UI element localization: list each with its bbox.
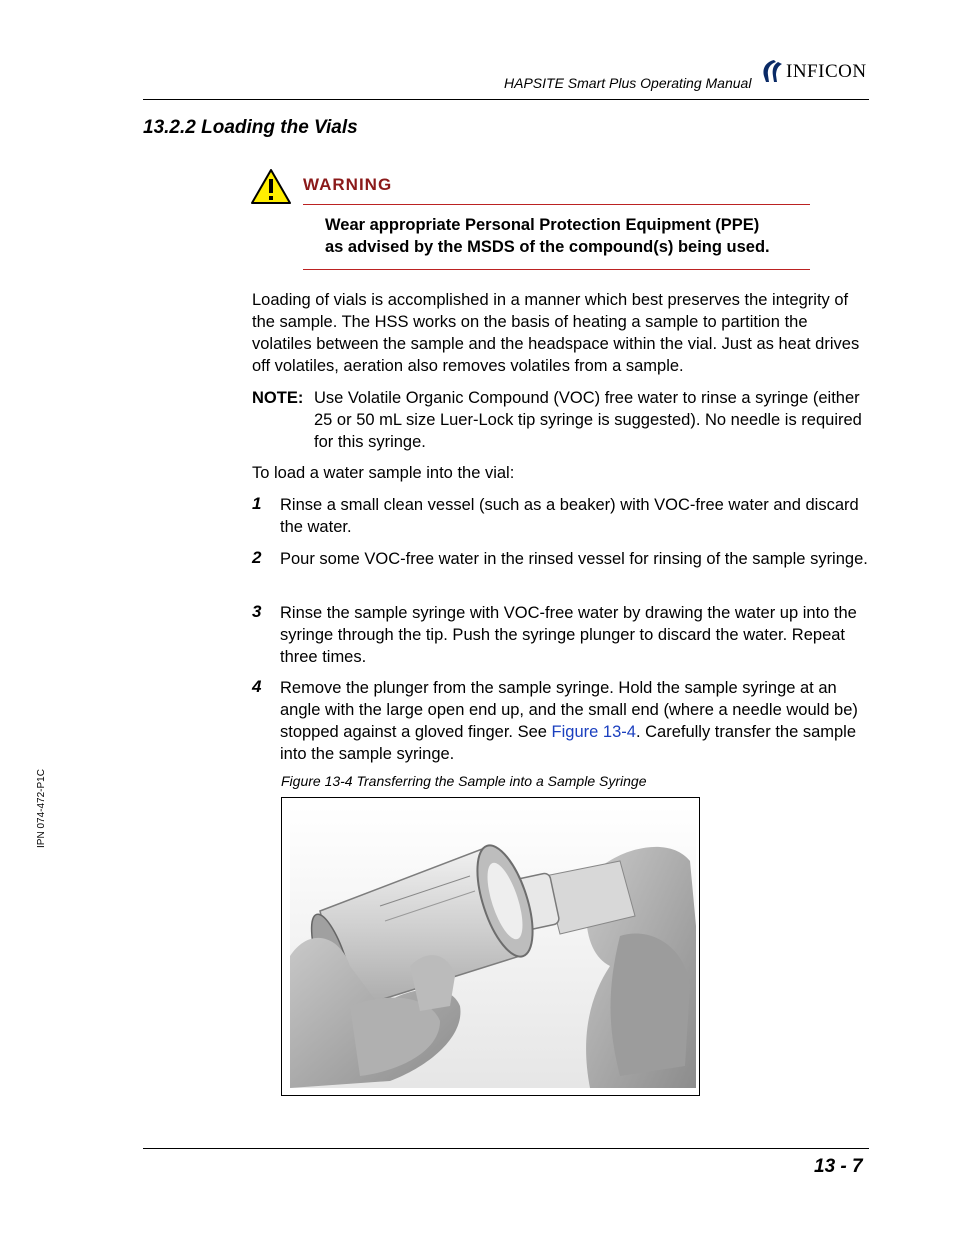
page-number: 13 - 7	[814, 1156, 863, 1177]
step-text: Rinse the sample syringe with VOC-free water by drawing the water up into the syringe through the tip. Push the syringe plunger to discard the water. Repeat three times.	[280, 604, 857, 666]
header-rule	[143, 99, 869, 100]
figure-caption: Figure 13-4 Transferring the Sample into a Sample Syringe	[281, 773, 647, 789]
warning-line-2: as advised by the MSDS of the compound(s) being used.	[325, 238, 770, 256]
ipn-side-label: IPN 074-472-P1C	[36, 769, 47, 848]
warning-label: WARNING	[303, 175, 393, 194]
note-text: Use Volatile Organic Compound (VOC) free water to rinse a syringe (either 25 or 50 mL size Luer-Lock tip syringe is suggested). No needle is required for this syringe.	[314, 389, 862, 451]
note-label: NOTE:	[252, 389, 304, 407]
step-number: 3	[252, 602, 262, 621]
warning-rule-top	[303, 204, 810, 205]
inficon-logo	[760, 58, 872, 86]
lead-in-text: To load a water sample into the vial:	[252, 464, 515, 482]
step-text-part: . Carefully transfer the sample into the sample syringe.	[280, 723, 857, 763]
figure-link[interactable]: Figure 13-4	[551, 723, 636, 741]
inficon-logo-icon	[760, 58, 784, 84]
step-text-part: Remove the plunger from the sample syringe. Hold the sample syringe at an angle with the large open end up, and the small end (where a needle would be) stopped against a gloved finger. See	[280, 679, 858, 741]
step-text: Rinse a small clean vessel (such as a beaker) with VOC-free water and discard the water.	[280, 496, 859, 536]
warning-rule-bottom	[303, 269, 810, 270]
step-number: 2	[252, 548, 262, 567]
step-text: Pour some VOC-free water in the rinsed vessel for rinsing of the sample syringe.	[280, 550, 868, 568]
warning-line-1: Wear appropriate Personal Protection Equipment (PPE)	[325, 216, 760, 234]
figure-photo	[290, 806, 696, 1088]
step-text	[280, 677, 868, 765]
intro-paragraph: Loading of vials is accomplished in a manner which best preserves the integrity of the sample. The HSS works on the basis of heating a sample to partition the volatiles between the sample and the headspace within the vial. Just as heat drives off volatiles, aeration also removes volatiles from a sample.	[252, 291, 860, 375]
logo-text: INFICON	[786, 61, 867, 82]
step-number: 4	[252, 677, 262, 696]
manual-title: HAPSITE Smart Plus Operating Manual	[504, 75, 752, 91]
footer-rule	[143, 1148, 869, 1149]
warning-text	[325, 214, 805, 258]
warning-triangle-icon	[250, 168, 292, 205]
step-number: 1	[252, 494, 262, 513]
section-title: 13.2.2 Loading the Vials	[143, 117, 358, 138]
